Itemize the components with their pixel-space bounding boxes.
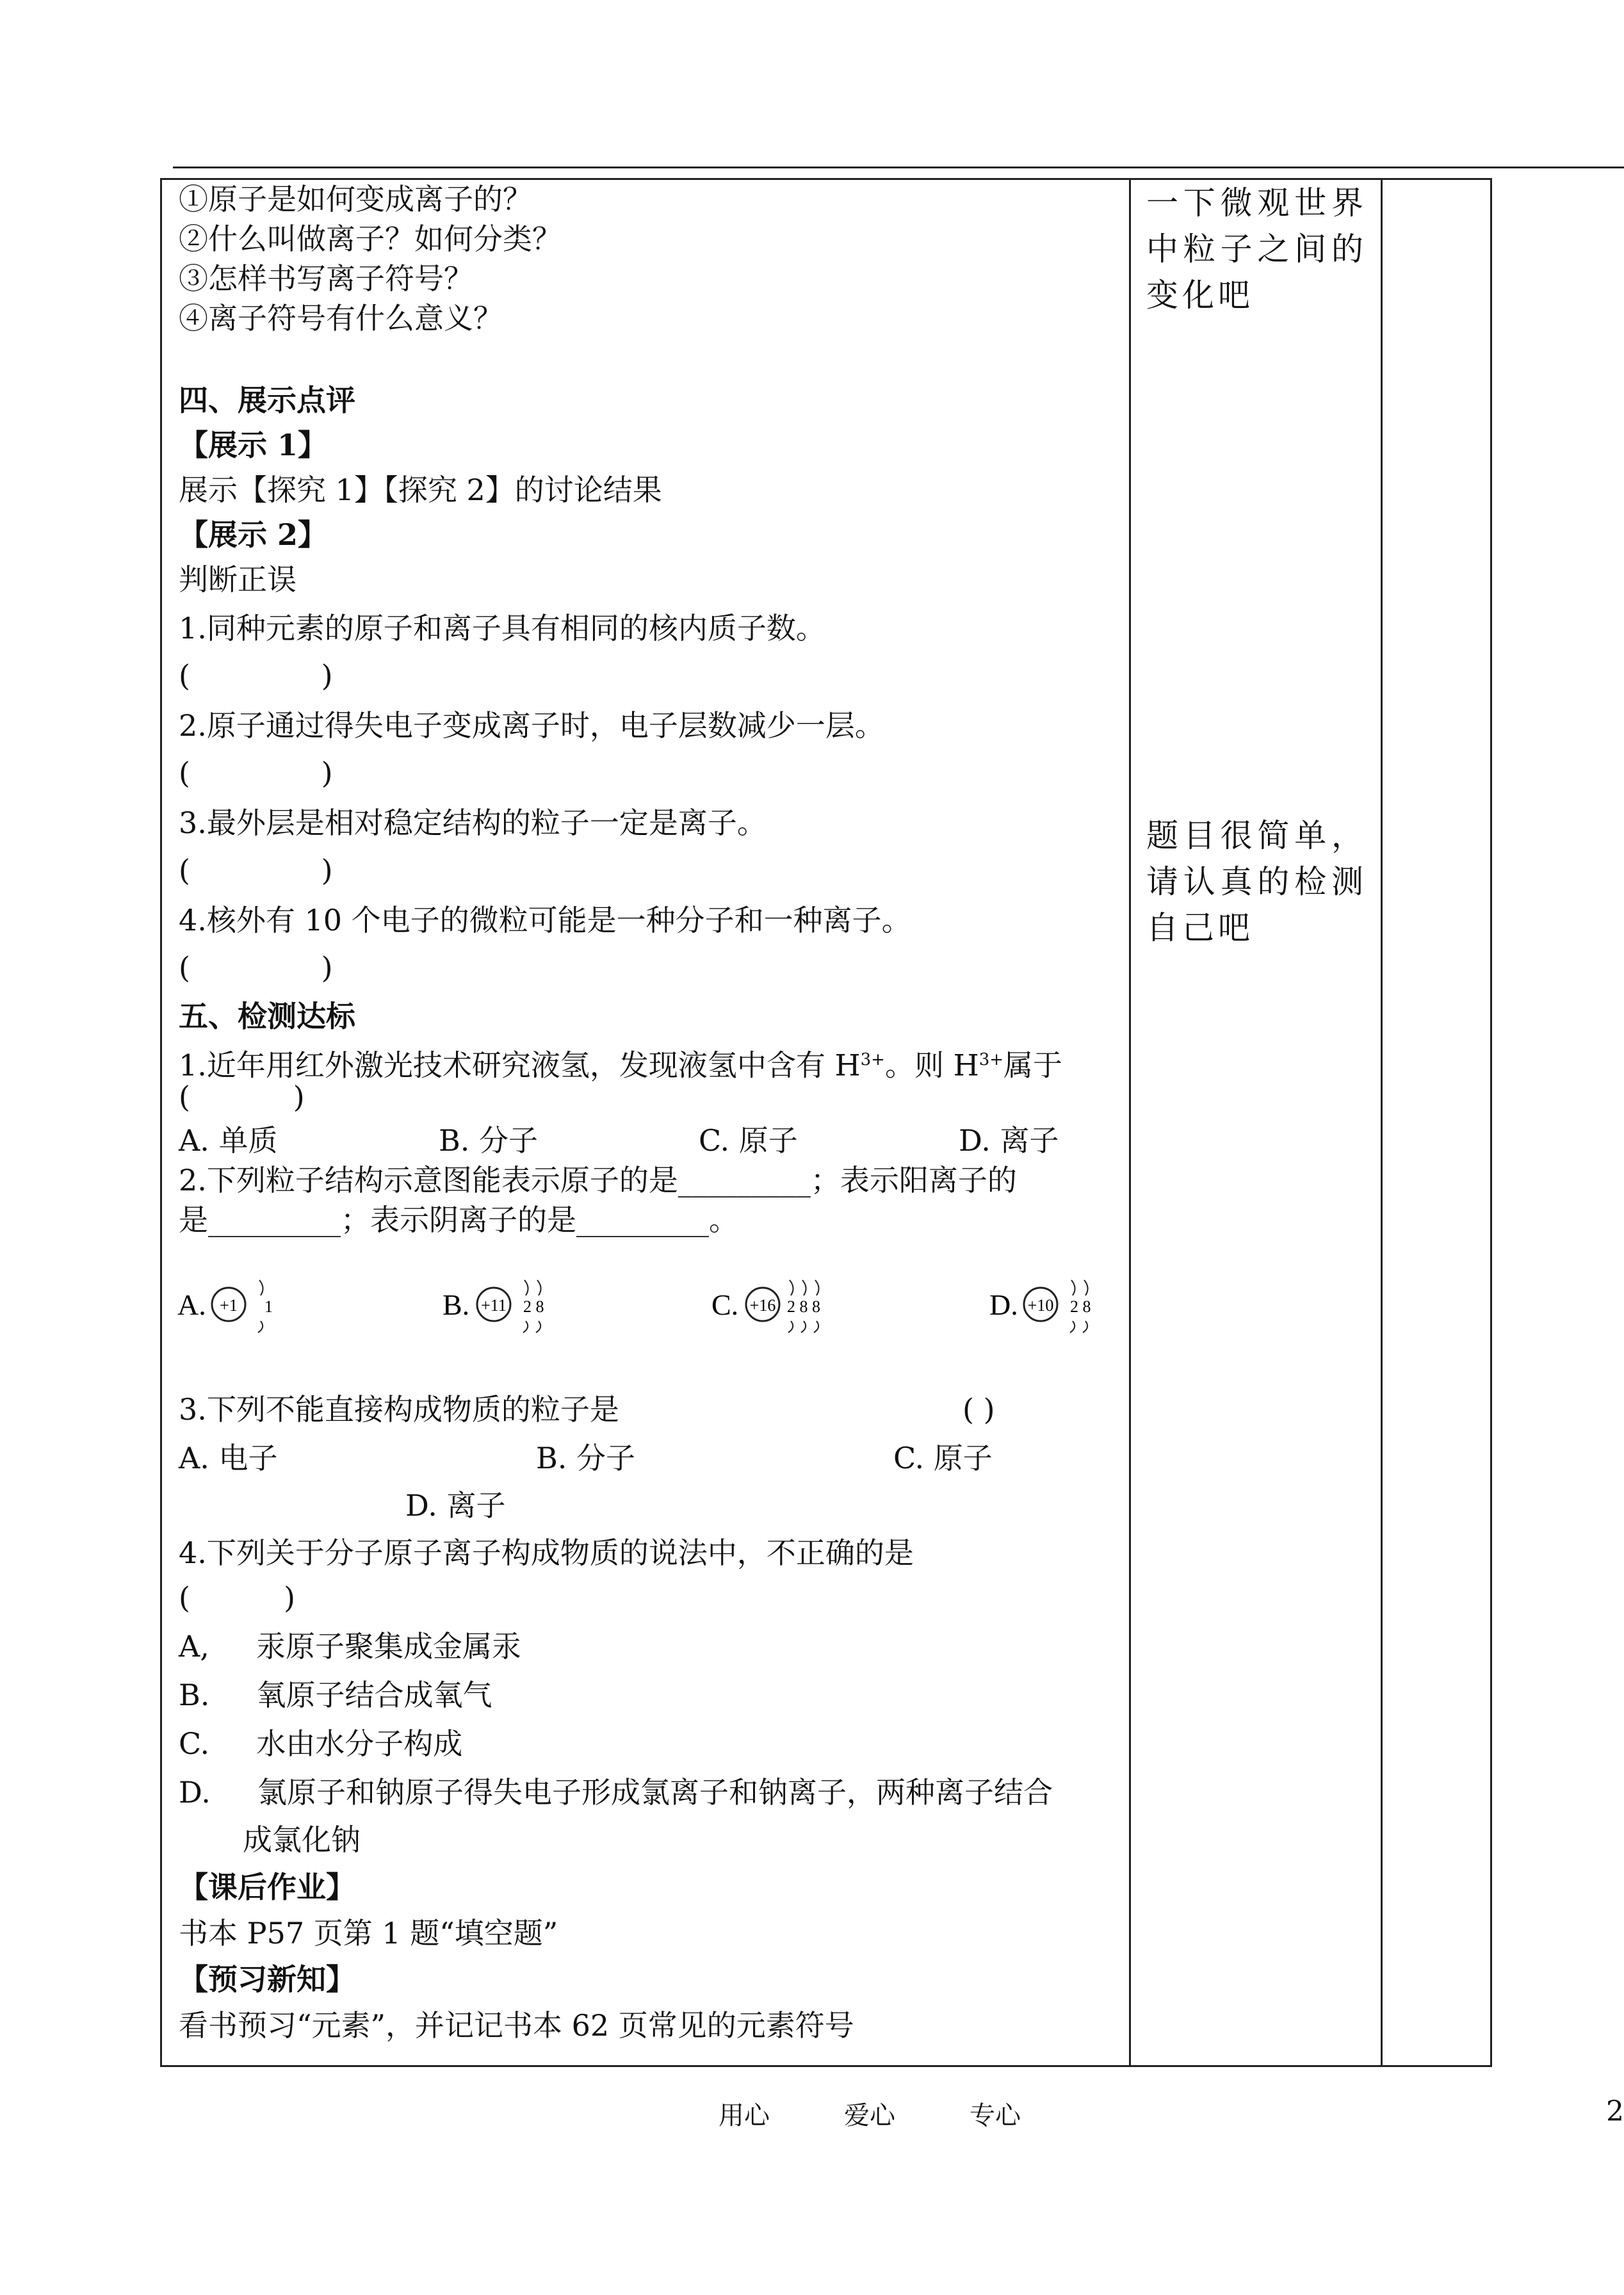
q3-blank: ( ) <box>962 1392 995 1427</box>
question-1: ①原子是如何变成离子的？ <box>179 182 532 216</box>
lesson-table <box>160 178 1492 2067</box>
atom-c-nucleus: +16 <box>749 1296 776 1315</box>
footer-item-3: 专心 <box>970 2101 1021 2130</box>
column-divider-2 <box>1381 180 1383 2065</box>
atom-d-shells: 2 8 <box>1070 1297 1091 1316</box>
q3-option-a: A. 电子 <box>179 1441 278 1475</box>
atom-d-label: D. <box>989 1288 1018 1321</box>
judge-label: 判断正误 <box>179 562 296 597</box>
side-note-1: 一下微观世界中粒子之间的变化吧 <box>1146 184 1367 314</box>
q3-text: 3.下列不能直接构成物质的粒子是 <box>179 1392 619 1427</box>
atom-a-nucleus: +1 <box>220 1296 238 1315</box>
preview-title: 【预习新知】 <box>179 1962 355 1997</box>
q3-option-b: B. 分子 <box>536 1441 636 1475</box>
side-note-2: 题目很简单，请认真的检测自己吧 <box>1146 817 1367 946</box>
q1-text-pre: 1.近年用红外激光技术研究液氢，发现液氢中含有 H <box>179 1048 861 1083</box>
q4-blank: ( ) <box>179 1580 296 1615</box>
atom-diagram-a <box>176 1262 343 1345</box>
q4-option-a: A, 汞原子聚集成金属汞 <box>179 1629 521 1664</box>
question-3: ③怎样书写离子符号？ <box>179 261 473 296</box>
footer-item-2: 爱心 <box>844 2101 895 2130</box>
judge-item-3: 3.最外层是相对稳定结构的粒子一定是离子。 <box>179 806 767 840</box>
question-4: ④离子符号有什么意义？ <box>179 301 503 336</box>
section-4-title: 四、展示点评 <box>179 383 355 418</box>
judge-blank-3: ( ) <box>179 853 333 888</box>
homework-text: 书本 P57 页第 1 题“填空题” <box>179 1916 558 1950</box>
atom-a-shells: 1 <box>264 1297 273 1316</box>
show-1-text: 展示【探究 1】【探究 2】的讨论结果 <box>179 473 662 507</box>
q3-option-c: C. 原子 <box>893 1441 993 1475</box>
q1-option-b: B. 分子 <box>439 1123 539 1158</box>
show-1-title: 【展示 1】 <box>179 428 328 462</box>
atom-diagram-b <box>441 1262 608 1345</box>
atom-d-nucleus: +10 <box>1027 1296 1054 1315</box>
judge-blank-4: ( ) <box>179 950 333 985</box>
q4-text: 4.下列关于分子原子离子构成物质的说法中，不正确的是 <box>179 1536 914 1570</box>
q4-option-d-line-1: D. 氯原子和钠原子得失电子形成氯离子和钠离子，两种离子结合 <box>179 1775 1053 1810</box>
judge-item-1: 1.同种元素的原子和离子具有相同的核内质子数。 <box>179 611 825 645</box>
q2-line-1: 2.下列粒子结构示意图能表示原子的是_________；表示阳离子的 <box>179 1163 1017 1197</box>
show-2-title: 【展示 2】 <box>179 517 328 552</box>
atom-diagram-c <box>710 1262 877 1345</box>
judge-item-4: 4.核外有 10 个电子的微粒可能是一种分子和一种离子。 <box>179 903 911 937</box>
q1-option-a: A. 单质 <box>179 1123 278 1158</box>
atom-b-shells: 2 8 <box>523 1297 544 1316</box>
q4-option-c: C. 水由水分子构成 <box>179 1726 463 1761</box>
q4-option-b: B. 氧原子结合成氧气 <box>179 1678 492 1712</box>
atom-a-label: A. <box>177 1288 206 1321</box>
judge-blank-1: ( ) <box>179 658 333 693</box>
atom-b-nucleus: +11 <box>481 1296 507 1315</box>
atom-b-label: B. <box>443 1288 470 1321</box>
footer-item-1: 用心 <box>719 2101 770 2130</box>
section-5-title: 五、检测达标 <box>179 999 355 1034</box>
q1-blank: ( ) <box>179 1080 305 1114</box>
q3-option-d: D. 离子 <box>405 1488 506 1523</box>
question-2: ②什么叫做离子？如何分类？ <box>179 222 562 256</box>
judge-item-2: 2.原子通过得失电子变成离子时，电子层数减少一层。 <box>179 708 884 743</box>
q1-charge-1: 3+ <box>860 1050 885 1069</box>
judge-blank-2: ( ) <box>179 756 333 790</box>
q4-option-d-line-2: 成氯化钠 <box>243 1822 361 1857</box>
homework-title: 【课后作业】 <box>179 1870 355 1904</box>
q1-text <box>179 1041 1062 1084</box>
atom-c-shells: 2 8 8 <box>787 1297 820 1316</box>
atom-c-label: C. <box>711 1288 739 1321</box>
preview-text: 看书预习“元素”，并记记书本 62 页常见的元素符号 <box>179 2008 854 2043</box>
atom-diagram-d <box>988 1262 1155 1345</box>
q1-charge-2: 3+ <box>978 1050 1004 1069</box>
q1-option-c: C. 原子 <box>699 1123 798 1158</box>
q1-option-d: D. 离子 <box>959 1123 1059 1158</box>
q1-text-mid: 。则 H <box>884 1048 979 1083</box>
column-divider-1 <box>1129 180 1131 2065</box>
q2-line-2: 是_________；表示阴离子的是_________。 <box>179 1203 738 1237</box>
q1-text-post: 属于 <box>1003 1048 1063 1083</box>
page-number: 2 <box>1606 2095 1624 2128</box>
top-rule <box>173 166 1624 168</box>
